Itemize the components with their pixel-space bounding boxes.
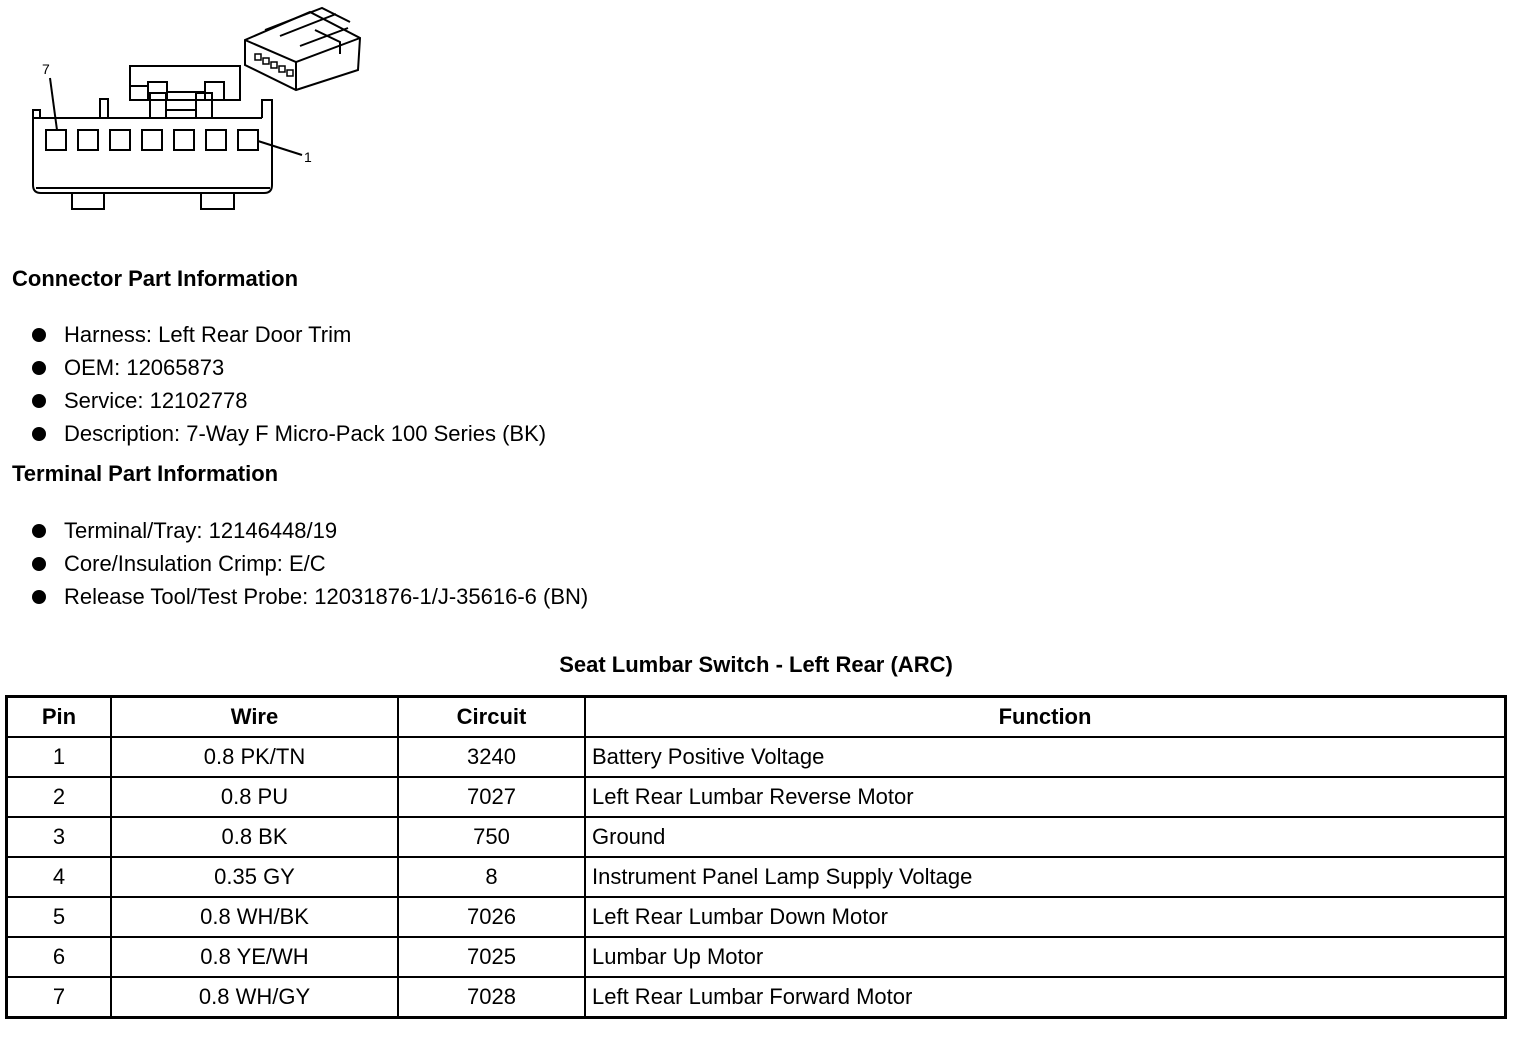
pinout-table [5,695,1507,1019]
cell-function: Instrument Panel Lamp Supply Voltage [585,857,1506,897]
cell-function: Left Rear Lumbar Reverse Motor [585,777,1506,817]
bullet-icon [32,524,46,538]
bullet-icon [32,361,46,375]
cell-wire: 0.8 YE/WH [111,937,398,977]
cell-wire: 0.35 GY [111,857,398,897]
cell-circuit: 3240 [398,737,585,777]
cell-wire: 0.8 WH/GY [111,977,398,1018]
header-circuit: Circuit [398,697,585,738]
cell-pin: 7 [7,977,112,1018]
bullet-icon [32,328,46,342]
pin-7-label: 7 [42,61,50,77]
cell-pin: 5 [7,897,112,937]
cell-circuit: 7025 [398,937,585,977]
cell-circuit: 7028 [398,977,585,1018]
bullet-icon [32,557,46,571]
cell-function: Ground [585,817,1506,857]
terminal-part-title: Terminal Part Information [12,461,279,486]
list-item: Terminal/Tray: 12146448/19 [30,514,588,547]
cell-pin: 4 [7,857,112,897]
table-row [7,977,1506,1018]
table-title: Seat Lumbar Switch - Left Rear (ARC) [559,652,953,677]
pin-1-label: 1 [304,149,312,165]
table-row [7,937,1506,977]
cell-wire: 0.8 PK/TN [111,737,398,777]
connector-part-title: Connector Part Information [12,266,299,291]
cell-circuit: 8 [398,857,585,897]
list-item: Core/Insulation Crimp: E/C [30,547,588,580]
cell-wire: 0.8 PU [111,777,398,817]
connector-part-list [30,318,546,450]
table-row [7,897,1506,937]
cell-function: Battery Positive Voltage [585,737,1506,777]
bullet-icon [32,394,46,408]
header-pin: Pin [7,697,112,738]
cell-circuit: 7027 [398,777,585,817]
list-item: Service: 12102778 [30,384,546,417]
bullet-icon [32,590,46,604]
cell-function: Left Rear Lumbar Down Motor [585,897,1506,937]
connector-face-icon [0,0,400,240]
table-header-row [7,697,1506,738]
table-row [7,777,1506,817]
list-item: Release Tool/Test Probe: 12031876-1/J-35616-6 (BN) [30,580,588,613]
table-row [7,817,1506,857]
cell-function: Lumbar Up Motor [585,937,1506,977]
cell-pin: 1 [7,737,112,777]
list-item: OEM: 12065873 [30,351,546,384]
header-function: Function [585,697,1506,738]
table-row [7,857,1506,897]
cell-wire: 0.8 BK [111,817,398,857]
list-item: Description: 7-Way F Micro-Pack 100 Series (BK) [30,417,546,450]
cell-circuit: 7026 [398,897,585,937]
cell-pin: 2 [7,777,112,817]
list-item: Harness: Left Rear Door Trim [30,318,546,351]
cell-wire: 0.8 WH/BK [111,897,398,937]
cell-pin: 6 [7,937,112,977]
cell-circuit: 750 [398,817,585,857]
table-row [7,737,1506,777]
bullet-icon [32,427,46,441]
header-wire: Wire [111,697,398,738]
cell-function: Left Rear Lumbar Forward Motor [585,977,1506,1018]
cell-pin: 3 [7,817,112,857]
terminal-part-list [30,514,588,613]
